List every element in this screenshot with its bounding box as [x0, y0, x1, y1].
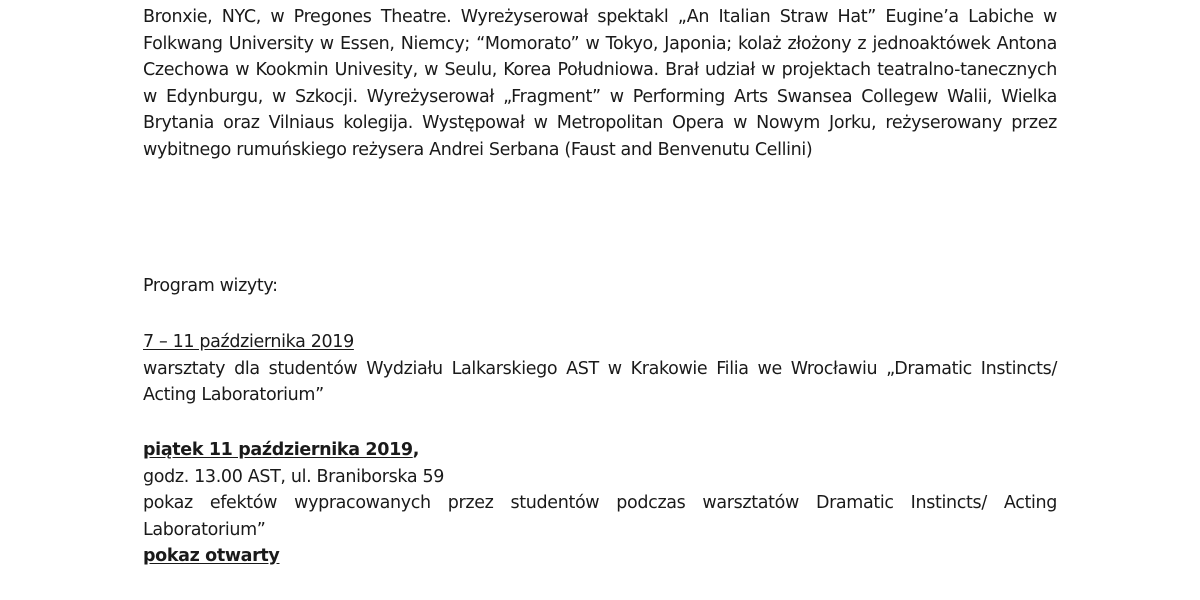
event-description: warsztaty dla studentów Wydziału Lalkarskiego AST w Krakowie Filia we Wrocławiu „Dramatic Instincts/ Acting Laboratorium” [143, 358, 1057, 405]
program-event-2 [143, 437, 1057, 570]
event-description: pokaz efektów wypracowanych przez studentów podczas warsztatów Dramatic Instincts/ Acting Laboratorium” [143, 493, 1057, 540]
bio-section [143, 4, 1057, 163]
event-time-place: godz. 13.00 AST, ul. Braniborska 59 [143, 466, 445, 487]
document-content [143, 4, 1057, 566]
event-date-suffix: , [412, 440, 420, 460]
event-date: piątek 11 października 2019 [143, 440, 413, 460]
program-heading: Program wizyty: [143, 276, 278, 296]
event-date: 7 – 11 października 2019 [143, 332, 354, 352]
event-date-line [143, 437, 1057, 464]
program-event-1 [143, 329, 1057, 409]
bio-paragraph: Bronxie, NYC, w Pregones Theatre. Wyreżyserował spektakl „An Italian Straw Hat” Eugine’a Labiche w Folkwang University w Essen, Niemcy; “Momorato” w Tokyo, Japonia; kolaż złożony z jednoaktówek Antona Czechowa w Kookmin Univesity, w Seulu, Korea Południowa. Brał udział w projektach teatralno-tanecznych w Edynburgu, w Szkocji. Wyreżyserował „Fragment” w Performing Arts Swansea Collegew Walii, Wielka Brytania oraz Vilniaus kolegija. Występował w Metropolitan Opera w Nowym Jorku, reżyserowany przez wybitnego rumuńskiego reżysera Andrei Serbana (Faust and Benvenutu Cellini) [143, 7, 1057, 160]
event-note: pokaz otwarty [143, 546, 280, 566]
